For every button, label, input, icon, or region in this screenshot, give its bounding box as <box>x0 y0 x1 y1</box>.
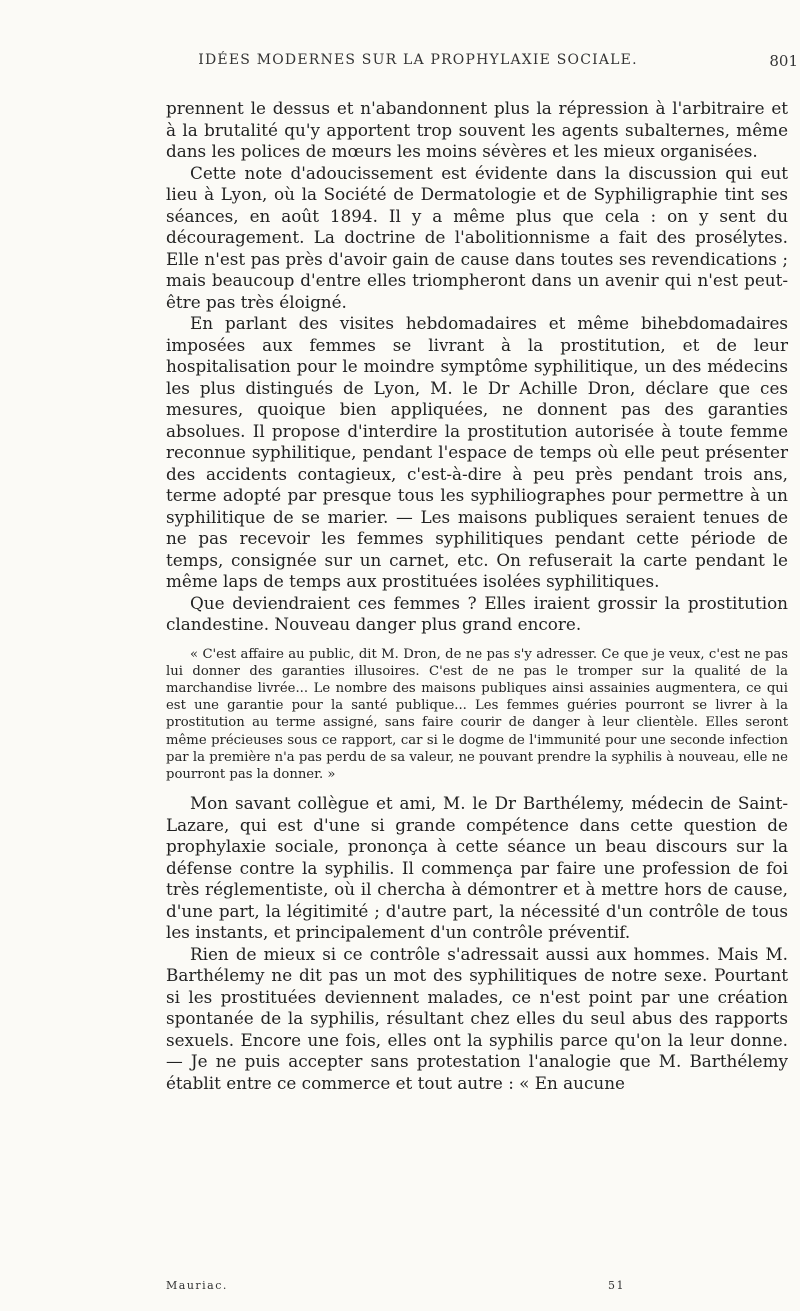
paragraph: Mon savant collègue et ami, M. le Dr Barthélemy, médecin de Saint-Lazare, qui est d'une si grande compétence dans cette question de prophylaxie sociale, prononça à cette séance un beau discours sur la défense contre la syphilis. Il commença par faire une profession de foi très réglementiste, où il chercha à démontrer et à mettre hors de cause, d'une part, la légitimité ; d'autre part, la nécessité d'un contrôle de tous les instants, et principalement d'un contrôle préventif. <box>166 793 788 943</box>
paragraph: Cette note d'adoucissement est évidente dans la discussion qui eut lieu à Lyon, où la Société de Dermatologie et de Syphiligraphie tint ses séances, en août 1894. Il y a même plus que cela : on y sent du découragement. La doctrine de l'abolitionnisme a fait des prosélytes. Elle n'est pas près d'avoir gain de cause dans toutes ses revendications ; mais beaucoup d'entre elles triompheront dans un avenir qui n'est peut-être pas très éloigné. <box>166 162 788 312</box>
page-footer <box>166 1279 766 1299</box>
running-title: IDÉES MODERNES SUR LA PROPHYLAXIE SOCIALE. <box>198 52 638 68</box>
paragraph: Rien de mieux si ce contrôle s'adressait aussi aux hommes. Mais M. Barthélemy ne dit pas un mot des syphilitiques de notre sexe. Pourtant si les prostituées deviennent malades, ce n'est point par une création spontanée de la syphilis, résultant chez elles du seul abus des rapports sexuels. Encore une fois, elles ont la syphilis parce qu'on la leur donne. — Je ne puis accepter sans protestation l'analogie que M. Barthélemy établit entre ce commerce et tout autre : « En aucune <box>166 943 788 1093</box>
signature-author: Mauriac. <box>166 1279 228 1292</box>
page-number: 801 <box>769 52 798 70</box>
paragraph: Que deviendraient ces femmes ? Elles iraient grossir la prostitution clandestine. Nouveau danger plus grand encore. <box>166 592 788 634</box>
page-header <box>118 52 800 76</box>
block-quote: « C'est affaire au public, dit M. Dron, de ne pas s'y adresser. Ce que je veux, c'est ne pas lui donner des garanties illusoires. C'est de ne pas le tromper sur la qualité de la marchandise livrée... Le nombre des maisons publiques ainsi assainies augmentera, ce qui est une garantie pour la santé publique... Les femmes guéries pourront se livrer à la prostitution au terme assigné, sans faire courir de danger à leur clientèle. Elles seront même précieuses sous ce rapport, car si le dogme de l'immunité pour une seconde infection par la première n'a pas perdu de sa valeur, ne pouvant prendre la syphilis à nouveau, elle ne pourront pas la donner. » <box>166 646 788 782</box>
body-text <box>166 98 788 1094</box>
paragraph: prennent le dessus et n'abandonnent plus la répression à l'arbitraire et à la brutalité qu'y apportent trop souvent les agents subalternes, même dans les polices de mœurs les moins sévères et les mieux organisées. <box>166 98 788 161</box>
signature-code: 51 <box>608 1279 625 1292</box>
paragraph: En parlant des visites hebdomadaires et même bihebdomadaires imposées aux femmes se livrant à la prostitution, et de leur hospitalisation pour le moindre symptôme syphilitique, un des médecins les plus distingués de Lyon, M. le Dr Achille Dron, déclare que ces mesures, quoique bien appliquées, ne donnent pas des garanties absolues. Il propose d'interdire la prostitution autorisée à toute femme reconnue syphilitique, pendant l'espace de temps où elle peut présenter des accidents contagieux, c'est-à-dire à peu près pendant trois ans, terme adopté par presque tous les syphiliographes pour permettre à un syphilitique de se marier. — Les maisons publiques seraient tenues de ne pas recevoir les femmes syphilitiques pendant cette période de temps, consignée sur un carnet, etc. On refuserait la carte pendant le même laps de temps aux prostituées isolées syphilitiques. <box>166 313 788 591</box>
